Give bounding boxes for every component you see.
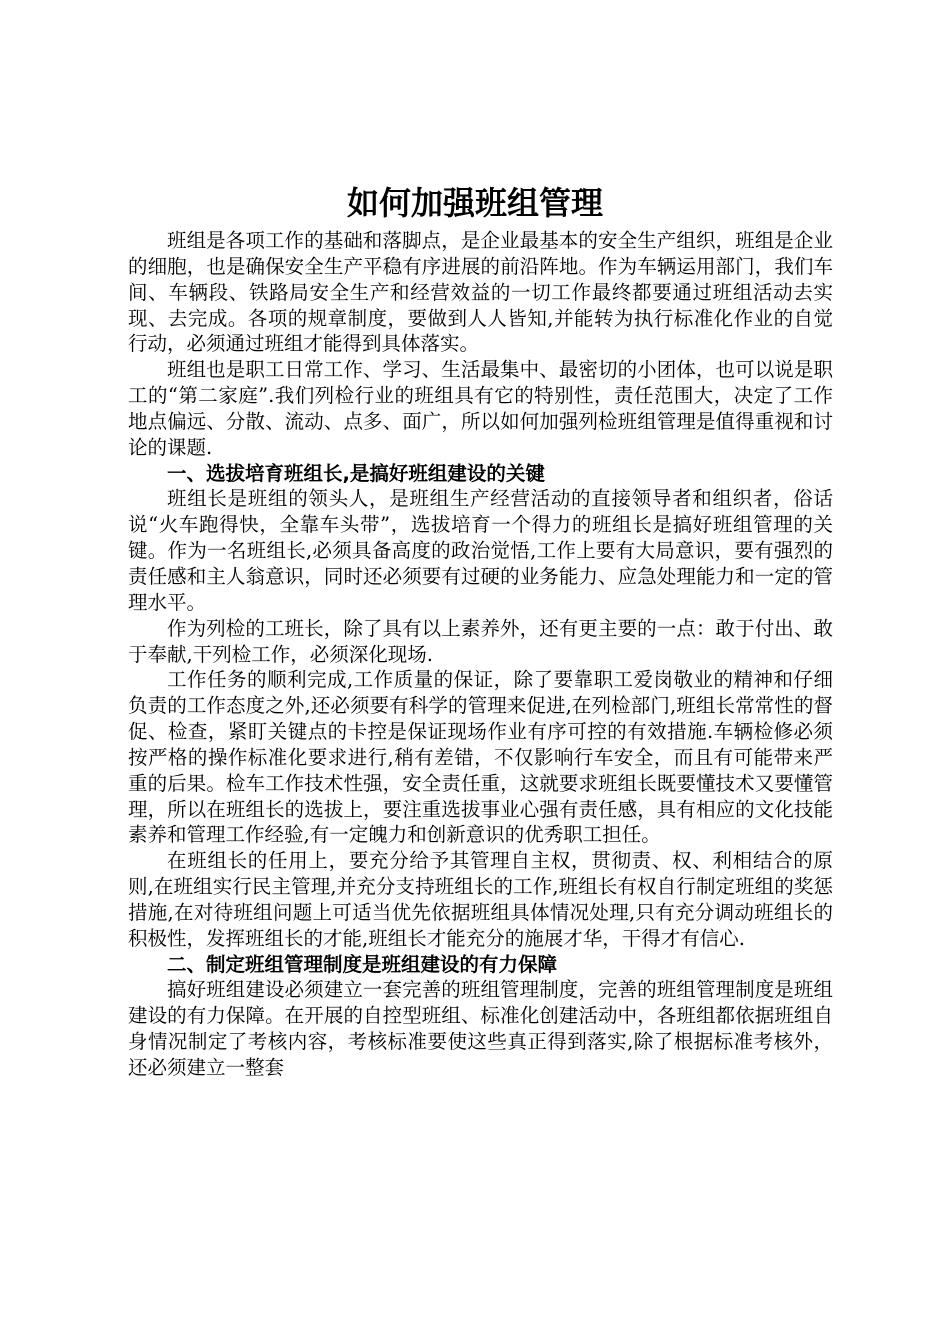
- paragraph: 工作任务的顺利完成,工作质量的保证，除了要靠职工爱岗敬业的精神和仔细负责的工作态度之外,还必须要有科学的管理来促进,在列检部门,班组长常常性的督促、检查，紧盯关键点的卡控是保证现场作业有序可控的有效措施.车辆检修必须按严格的操作标准化要求进行,稍有差错，不仅影响行车安全，而且有可能带来严重的后果。检车工作技术性强，安全责任重，这就要求班组长既要懂技术又要懂管理，所以在班组长的选拔上，要注重选拔事业心强有责任感，具有相应的文化技能素养和管理工作经验,有一定魄力和创新意识的优秀职工担任。: [128, 668, 833, 847]
- document-body: [128, 228, 833, 1081]
- section-heading: 二、制定班组管理制度是班组建设的有力保障: [167, 952, 558, 976]
- paragraph: 班组是各项工作的基础和落脚点，是企业最基本的安全生产组织，班组是企业的细胞，也是确保安全生产平稳有序进展的前沿阵地。作为车辆运用部门，我们车间、车辆段、铁路局安全生产和经营效益的一切工作最终都要通过班组活动去实现、去完成。各项的规章制度，要做到人人皆知,并能转为执行标准化作业的自觉行动，必须通过班组才能得到具体落实。: [128, 229, 833, 356]
- paragraph: 搞好班组建设必须建立一套完善的班组管理制度，完善的班组管理制度是班组建设的有力保障。在开展的自控型班组、标准化创建活动中，各班组都依据班组自身情况制定了考核内容，考核标准要使这些真正得到落实,除了根据标准考核外，还必须建立一整套: [128, 978, 833, 1079]
- paragraph: 在班组长的任用上，要充分给予其管理自主权，贯彻责、权、利相结合的原则,在班组实行民主管理,并充分支持班组长的工作,班组长有权自行制定班组的奖惩措施,在对待班组问题上可适当优先依据班组具体情况处理,只有充分调动班组长的积极性，发挥班组长的才能,班组长才能充分的施展才华，干得才有信心.: [128, 849, 833, 950]
- paragraph: 作为列检的工班长，除了具有以上素养外，还有更主要的一点：敢于付出、敢于奉献,干列检工作，必须深化现场.: [128, 616, 833, 666]
- document-title: 如何加强班组管理: [346, 184, 603, 222]
- paragraph: 班组长是班组的领头人，是班组生产经营活动的直接领导者和组织者，俗话说“火车跑得快，全靠车头带”，选拔培育一个得力的班组长是搞好班组管理的关键。作为一名班组长,必须具备高度的政治觉悟,工作上要有大局意识，要有强烈的责任感和主人翁意识，同时还必须要有过硬的业务能力、应急处理能力和一定的管理水平。: [128, 487, 833, 614]
- section-heading: 一、选拔培育班组长,是搞好班组建设的关键: [167, 461, 545, 485]
- paragraph: 班组也是职工日常工作、学习、生活最集中、最密切的小团体，也可以说是职工的“第二家庭”.我们列检行业的班组具有它的特别性，责任范围大，决定了工作地点偏远、分散、流动、点多、面广，所以如何加强列检班组管理是值得重视和讨论的课题.: [128, 358, 833, 459]
